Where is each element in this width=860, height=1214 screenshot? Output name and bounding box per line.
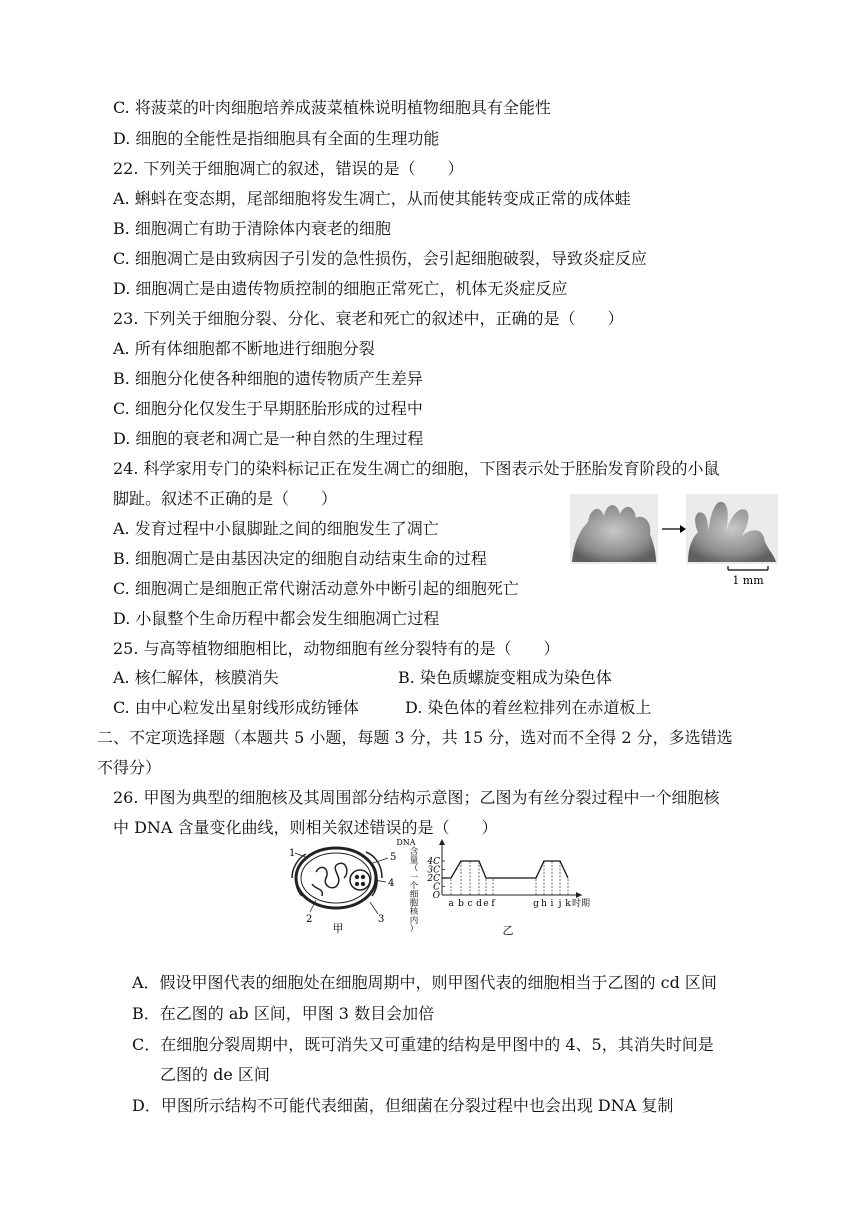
jia-label-3: 3	[378, 914, 385, 925]
y-axis-title-char: 内	[409, 915, 419, 926]
y-axis-title-char: 个	[409, 881, 419, 892]
y-tick-label: 2C	[427, 874, 440, 884]
q24-option-d: D. 小鼠整个生命历程中都会发生细胞凋亡过程	[113, 609, 440, 628]
jia-label-4: 4	[388, 878, 395, 889]
y-axis-title	[396, 838, 418, 934]
q26-option-b: B．在乙图的 ab 区间，甲图 3 数目会加倍	[132, 1004, 435, 1023]
y-axis-title-char: 核	[409, 907, 419, 918]
scale-label: 1 mm	[732, 574, 764, 587]
q24-option-c: C. 细胞凋亡是细胞正常代谢活动意外中断引起的细胞死亡	[113, 579, 519, 598]
q24-stem: 24. 科学家用专门的染料标记正在发生凋亡的细胞，下图表示处于胚胎发育阶段的小鼠	[113, 459, 720, 478]
q25-stem: 25. 与高等植物细胞相比，动物细胞有丝分裂特有的是（ ）	[113, 639, 560, 658]
y-tick-label: C	[433, 882, 440, 893]
x-tick-label: k	[565, 899, 571, 909]
yi-caption: 乙	[502, 924, 514, 937]
x-axis-title: 时期	[572, 899, 591, 909]
y-axis-title-char: ）	[409, 924, 419, 935]
y-tick-label: 3C	[427, 865, 440, 876]
q26-option-d: D．甲图所示结构不可能代表细菌，但细菌在分裂过程中也会出现 DNA 复制	[132, 1096, 674, 1115]
dna-content-chart	[439, 839, 590, 909]
q23-option-d: D. 细胞的衰老和凋亡是一种自然的生理过程	[113, 429, 424, 448]
x-tick-label: a	[448, 899, 454, 909]
arrow-head	[680, 525, 686, 533]
q25-option-c: C. 由中心粒发出星射线形成纺锤体	[113, 698, 359, 717]
x-tick-label: f	[491, 899, 495, 909]
q26-option-a: A．假设甲图代表的细胞处在细胞周期中，则甲图代表的细胞相当于乙图的 cd 区间	[132, 973, 717, 992]
x-tick-label: e	[483, 899, 489, 909]
q22-option-a: A. 蝌蚪在变态期，尾部细胞将发生凋亡，从而使其能转变成正常的成体蛙	[113, 189, 631, 208]
x-tick-label: g	[533, 899, 539, 909]
q21-option-d: D. 细胞的全能性是指细胞具有全面的生理功能	[113, 129, 440, 148]
y-axis-title-char: 一	[409, 872, 419, 883]
q24-option-a: A. 发育过程中小鼠脚趾之间的细胞发生了凋亡	[113, 519, 439, 538]
mouse-digit-figure	[570, 492, 780, 588]
x-tick-label: b	[458, 899, 464, 909]
q25-option-d: D. 染色体的着丝粒排列在赤道板上	[405, 698, 652, 717]
section-2-heading-cont: 不得分）	[97, 758, 162, 777]
q25-option-b: B. 染色质螺旋变粗成为染色体	[398, 668, 612, 687]
section-2-heading: 二、不定项选择题（本题共 5 小题，每题 3 分，共 15 分，选对而不全得 2 分，多选错选	[97, 728, 733, 747]
q23-option-a: A. 所有体细胞都不断地进行细胞分裂	[113, 339, 375, 358]
q22-option-b: B. 细胞凋亡有助于清除体内衰老的细胞	[113, 219, 391, 238]
y-axis-arrow	[439, 839, 445, 845]
jia-label-2: 2	[306, 914, 313, 925]
y-axis-title-char: （	[409, 864, 419, 875]
nucleus-diagram	[292, 848, 388, 914]
y-tick-label: 4C	[427, 857, 440, 867]
q23-option-b: B. 细胞分化使各种细胞的遗传物质产生差异	[113, 369, 423, 388]
jia-label-5: 5	[390, 852, 397, 863]
jia-caption: 甲	[332, 922, 344, 935]
q21-option-c: C. 将菠菜的叶肉细胞培养成菠菜植株说明植物细胞具有全能性	[113, 98, 551, 117]
x-tick-label: h	[541, 899, 547, 909]
x-tick-label: d	[476, 899, 482, 909]
x-axis-arrow	[576, 892, 582, 898]
y-axis-title-char: DNA	[396, 838, 416, 847]
x-tick-label: j	[558, 899, 562, 909]
q23-stem: 23. 下列关于细胞分裂、分化、衰老和死亡的叙述中，正确的是（ ）	[113, 309, 624, 328]
x-tick-label: c	[467, 899, 473, 909]
q26-option-c: C．在细胞分裂周期中，既可消失又可重建的结构是甲图中的 4、5，其消失时间是	[132, 1035, 714, 1054]
y-axis-title-char: 量	[409, 855, 419, 866]
x-tick-label: i	[550, 899, 554, 909]
q24-stem-cont: 脚趾。叙述不正确的是（ ）	[113, 489, 338, 508]
q22-stem: 22. 下列关于细胞凋亡的叙述，错误的是（ ）	[113, 159, 464, 178]
q26-stem-cont: 中 DNA 含量变化曲线，则相关叙述错误的是（ ）	[113, 818, 498, 837]
q23-option-c: C. 细胞分化仅发生于早期胚胎形成的过程中	[113, 399, 423, 418]
q22-option-d: D. 细胞凋亡是由遗传物质控制的细胞正常死亡，机体无炎症反应	[113, 279, 568, 298]
q24-option-b: B. 细胞凋亡是由基因决定的细胞自动结束生命的过程	[113, 549, 487, 568]
q26-stem: 26. 甲图为典型的细胞核及其周围部分结构示意图；乙图为有丝分裂过程中一个细胞核	[113, 788, 720, 807]
jia-label-1: 1	[289, 848, 296, 859]
q22-option-c: C. 细胞凋亡是由致病因子引发的急性损伤，会引起细胞破裂，导致炎症反应	[113, 249, 647, 268]
y-tick-label: O	[432, 891, 440, 901]
y-axis-title-char: 细	[409, 890, 419, 900]
y-axis-title-char: 胞	[409, 898, 419, 909]
y-axis-title-char: 含	[409, 847, 419, 857]
q26-figure	[286, 836, 616, 941]
q25-option-a: A. 核仁解体，核膜消失	[113, 668, 279, 687]
q26-option-c-cont: 乙图的 de 区间	[160, 1065, 270, 1084]
nucleolus	[350, 870, 370, 890]
